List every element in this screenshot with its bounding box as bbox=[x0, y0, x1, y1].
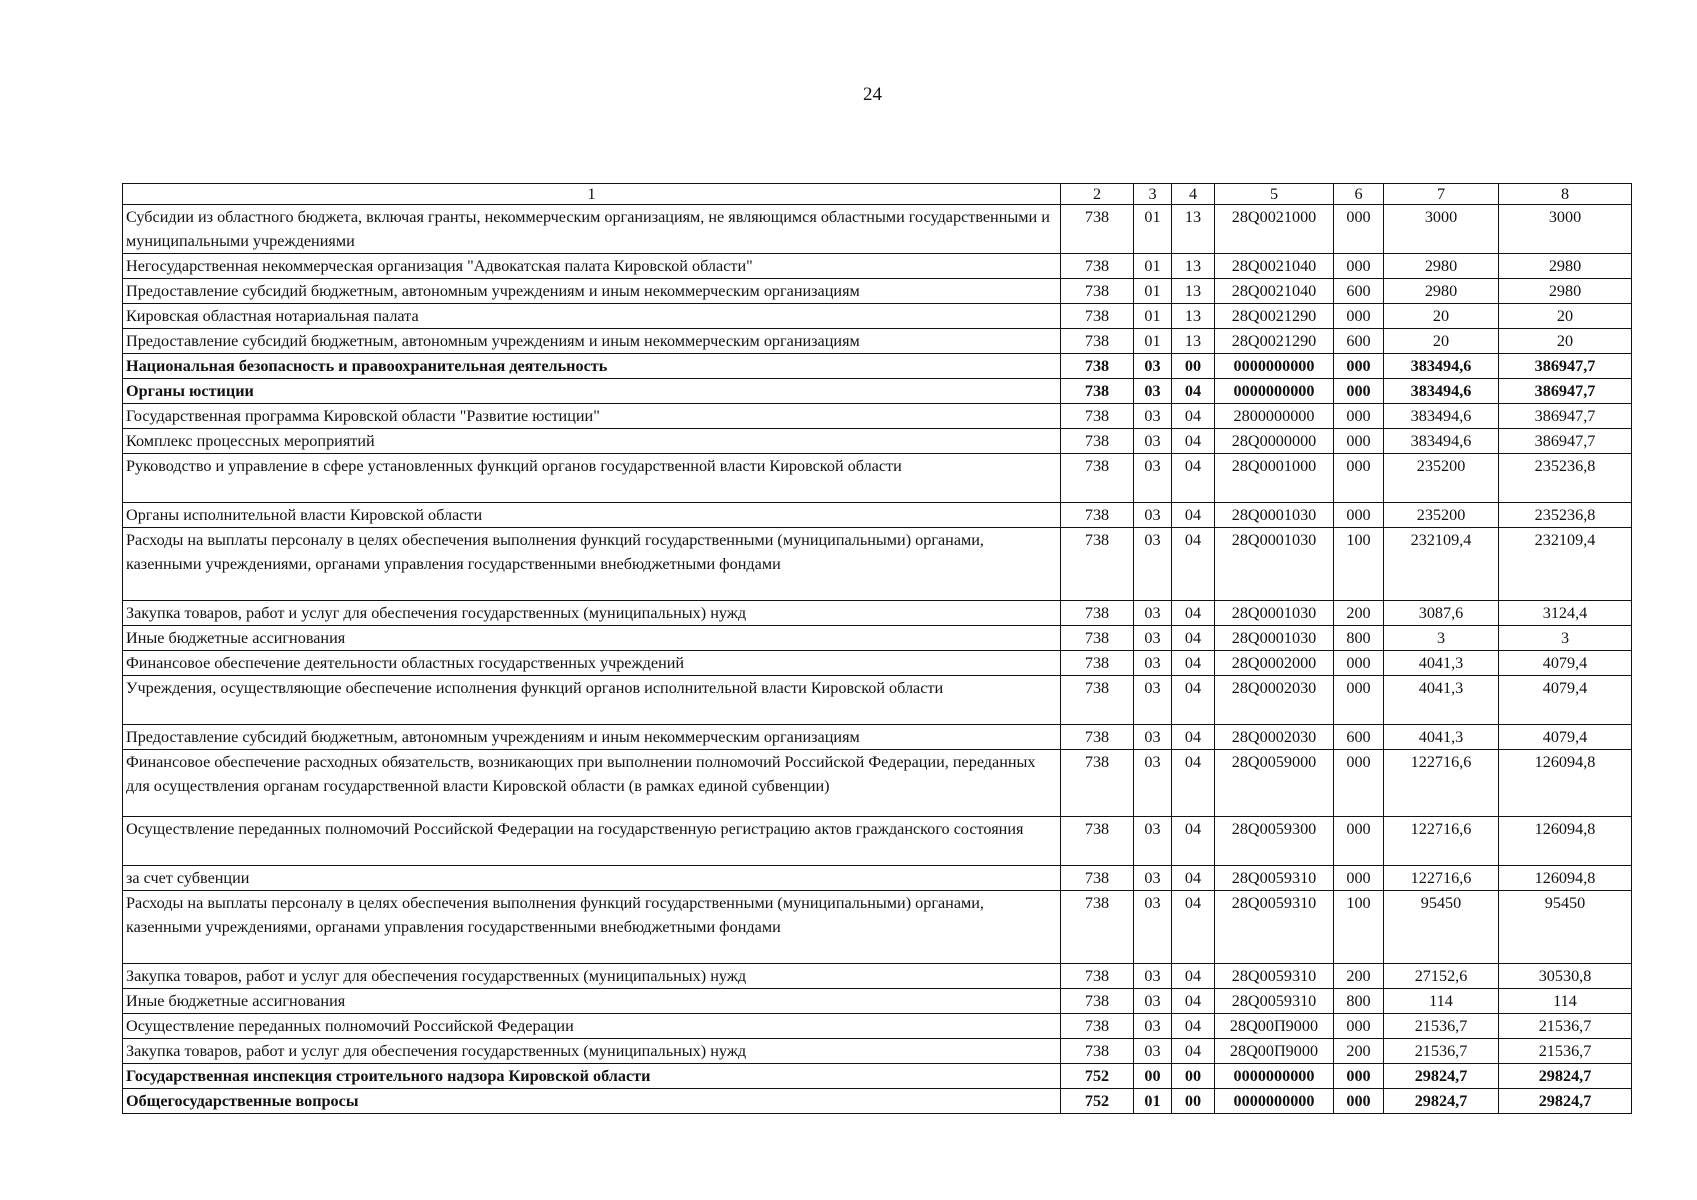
row-amount-8: 235236,8 bbox=[1499, 503, 1632, 528]
row-code-6: 000 bbox=[1334, 254, 1384, 279]
row-name: Государственная инспекция строительного надзора Кировской области bbox=[123, 1064, 1061, 1089]
row-name: Осуществление переданных полномочий Российской Федерации на государственную регистрацию актов гражданского состояния bbox=[123, 817, 1061, 866]
row-code-2: 738 bbox=[1061, 528, 1134, 601]
row-code-3: 03 bbox=[1134, 676, 1172, 725]
row-code-2: 738 bbox=[1061, 454, 1134, 503]
row-amount-8: 3 bbox=[1499, 626, 1632, 651]
row-name: Комплекс процессных мероприятий bbox=[123, 429, 1061, 454]
row-name: Иные бюджетные ассигнования bbox=[123, 626, 1061, 651]
table-row bbox=[123, 817, 1632, 866]
row-code-2: 738 bbox=[1061, 676, 1134, 725]
row-code-4: 04 bbox=[1172, 750, 1215, 817]
row-code-4: 13 bbox=[1172, 205, 1215, 254]
row-code-5: 0000000000 bbox=[1215, 1089, 1334, 1114]
row-code-6: 000 bbox=[1334, 205, 1384, 254]
row-amount-7: 122716,6 bbox=[1384, 866, 1499, 891]
budget-table bbox=[122, 183, 1632, 1114]
row-code-4: 04 bbox=[1172, 601, 1215, 626]
row-name: Расходы на выплаты персоналу в целях обеспечения выполнения функций государственными (муниципальными) органами, казенными учреждениями, органами управления государственными внебюджетными фондами bbox=[123, 528, 1061, 601]
row-code-4: 00 bbox=[1172, 354, 1215, 379]
row-name: Иные бюджетные ассигнования bbox=[123, 989, 1061, 1014]
row-amount-7: 3 bbox=[1384, 626, 1499, 651]
row-amount-8: 21536,7 bbox=[1499, 1039, 1632, 1064]
row-amount-7: 383494,6 bbox=[1384, 429, 1499, 454]
row-code-3: 03 bbox=[1134, 964, 1172, 989]
row-code-3: 03 bbox=[1134, 866, 1172, 891]
row-code-2: 738 bbox=[1061, 379, 1134, 404]
row-code-4: 04 bbox=[1172, 503, 1215, 528]
row-code-4: 04 bbox=[1172, 1039, 1215, 1064]
row-code-6: 600 bbox=[1334, 329, 1384, 354]
row-name: Закупка товаров, работ и услуг для обеспечения государственных (муниципальных) нужд bbox=[123, 964, 1061, 989]
budget-table-container bbox=[122, 183, 1632, 1114]
row-code-6: 000 bbox=[1334, 354, 1384, 379]
table-row bbox=[123, 503, 1632, 528]
table-row bbox=[123, 676, 1632, 725]
row-code-6: 000 bbox=[1334, 1064, 1384, 1089]
row-amount-8: 386947,7 bbox=[1499, 354, 1632, 379]
row-code-5: 28Q0059310 bbox=[1215, 891, 1334, 964]
row-amount-7: 232109,4 bbox=[1384, 528, 1499, 601]
row-name: Закупка товаров, работ и услуг для обеспечения государственных (муниципальных) нужд bbox=[123, 601, 1061, 626]
table-row bbox=[123, 454, 1632, 503]
row-code-4: 04 bbox=[1172, 1014, 1215, 1039]
row-code-3: 03 bbox=[1134, 891, 1172, 964]
row-amount-7: 383494,6 bbox=[1384, 404, 1499, 429]
table-row bbox=[123, 601, 1632, 626]
row-amount-8: 20 bbox=[1499, 329, 1632, 354]
row-code-3: 03 bbox=[1134, 404, 1172, 429]
row-amount-8: 20 bbox=[1499, 304, 1632, 329]
row-amount-7: 114 bbox=[1384, 989, 1499, 1014]
row-code-5: 28Q0059310 bbox=[1215, 964, 1334, 989]
row-amount-7: 4041,3 bbox=[1384, 651, 1499, 676]
row-amount-8: 29824,7 bbox=[1499, 1089, 1632, 1114]
table-row bbox=[123, 329, 1632, 354]
row-code-5: 28Q0059000 bbox=[1215, 750, 1334, 817]
row-code-4: 04 bbox=[1172, 891, 1215, 964]
row-amount-7: 20 bbox=[1384, 329, 1499, 354]
table-row bbox=[123, 1039, 1632, 1064]
row-code-4: 04 bbox=[1172, 964, 1215, 989]
row-code-2: 738 bbox=[1061, 725, 1134, 750]
row-code-4: 13 bbox=[1172, 279, 1215, 304]
row-amount-8: 4079,4 bbox=[1499, 676, 1632, 725]
row-amount-8: 386947,7 bbox=[1499, 429, 1632, 454]
row-amount-8: 95450 bbox=[1499, 891, 1632, 964]
row-name: Финансовое обеспечение деятельности областных государственных учреждений bbox=[123, 651, 1061, 676]
header-col-2: 2 bbox=[1061, 184, 1134, 205]
row-code-2: 738 bbox=[1061, 964, 1134, 989]
row-amount-7: 3000 bbox=[1384, 205, 1499, 254]
row-amount-7: 2980 bbox=[1384, 254, 1499, 279]
row-code-3: 00 bbox=[1134, 1064, 1172, 1089]
row-code-3: 03 bbox=[1134, 651, 1172, 676]
row-amount-7: 383494,6 bbox=[1384, 354, 1499, 379]
row-code-6: 600 bbox=[1334, 725, 1384, 750]
row-name: Органы юстиции bbox=[123, 379, 1061, 404]
row-code-5: 28Q0021040 bbox=[1215, 254, 1334, 279]
row-amount-7: 235200 bbox=[1384, 503, 1499, 528]
row-code-3: 03 bbox=[1134, 379, 1172, 404]
row-code-4: 13 bbox=[1172, 254, 1215, 279]
row-amount-7: 383494,6 bbox=[1384, 379, 1499, 404]
table-row bbox=[123, 866, 1632, 891]
row-code-4: 13 bbox=[1172, 304, 1215, 329]
row-name: Расходы на выплаты персоналу в целях обеспечения выполнения функций государственными (муниципальными) органами, казенными учреждениями, органами управления государственными внебюджетными фондами bbox=[123, 891, 1061, 964]
row-name: Общегосударственные вопросы bbox=[123, 1089, 1061, 1114]
row-amount-7: 4041,3 bbox=[1384, 676, 1499, 725]
row-code-2: 738 bbox=[1061, 354, 1134, 379]
table-row bbox=[123, 989, 1632, 1014]
row-name: Руководство и управление в сфере установленных функций органов государственной власти Кировской области bbox=[123, 454, 1061, 503]
row-name: за счет субвенции bbox=[123, 866, 1061, 891]
row-code-6: 000 bbox=[1334, 429, 1384, 454]
row-code-5: 28Q0001030 bbox=[1215, 626, 1334, 651]
row-code-4: 00 bbox=[1172, 1089, 1215, 1114]
row-amount-7: 29824,7 bbox=[1384, 1089, 1499, 1114]
table-row bbox=[123, 1089, 1632, 1114]
row-code-4: 04 bbox=[1172, 454, 1215, 503]
row-code-5: 28Q0021040 bbox=[1215, 279, 1334, 304]
row-amount-8: 3124,4 bbox=[1499, 601, 1632, 626]
table-row bbox=[123, 254, 1632, 279]
row-amount-7: 21536,7 bbox=[1384, 1039, 1499, 1064]
header-col-1: 1 bbox=[123, 184, 1061, 205]
row-code-4: 04 bbox=[1172, 404, 1215, 429]
row-code-5: 28Q0059310 bbox=[1215, 989, 1334, 1014]
row-name: Национальная безопасность и правоохранительная деятельность bbox=[123, 354, 1061, 379]
row-code-4: 04 bbox=[1172, 379, 1215, 404]
row-code-5: 28Q0001030 bbox=[1215, 601, 1334, 626]
table-row bbox=[123, 354, 1632, 379]
row-code-5: 28Q0021290 bbox=[1215, 329, 1334, 354]
table-row bbox=[123, 626, 1632, 651]
row-amount-7: 2980 bbox=[1384, 279, 1499, 304]
row-code-5: 28Q0002030 bbox=[1215, 725, 1334, 750]
table-row bbox=[123, 528, 1632, 601]
row-code-6: 100 bbox=[1334, 891, 1384, 964]
row-code-5: 0000000000 bbox=[1215, 354, 1334, 379]
row-code-3: 01 bbox=[1134, 279, 1172, 304]
row-amount-8: 126094,8 bbox=[1499, 866, 1632, 891]
page-number: 24 bbox=[863, 84, 882, 105]
row-code-3: 01 bbox=[1134, 1089, 1172, 1114]
row-name: Закупка товаров, работ и услуг для обеспечения государственных (муниципальных) нужд bbox=[123, 1039, 1061, 1064]
row-amount-8: 386947,7 bbox=[1499, 379, 1632, 404]
row-code-4: 04 bbox=[1172, 989, 1215, 1014]
row-code-2: 738 bbox=[1061, 429, 1134, 454]
row-code-5: 28Q0000000 bbox=[1215, 429, 1334, 454]
row-code-6: 100 bbox=[1334, 528, 1384, 601]
row-code-6: 000 bbox=[1334, 503, 1384, 528]
row-code-5: 28Q0059310 bbox=[1215, 866, 1334, 891]
row-amount-8: 2980 bbox=[1499, 279, 1632, 304]
row-code-5: 0000000000 bbox=[1215, 379, 1334, 404]
row-code-5: 28Q00П9000 bbox=[1215, 1014, 1334, 1039]
row-amount-8: 4079,4 bbox=[1499, 651, 1632, 676]
row-amount-7: 20 bbox=[1384, 304, 1499, 329]
table-header-row bbox=[123, 184, 1632, 205]
row-code-3: 03 bbox=[1134, 528, 1172, 601]
row-code-6: 000 bbox=[1334, 676, 1384, 725]
row-code-2: 738 bbox=[1061, 601, 1134, 626]
row-amount-7: 21536,7 bbox=[1384, 1014, 1499, 1039]
row-code-3: 01 bbox=[1134, 329, 1172, 354]
row-code-6: 000 bbox=[1334, 404, 1384, 429]
row-amount-7: 95450 bbox=[1384, 891, 1499, 964]
row-code-5: 28Q00П9000 bbox=[1215, 1039, 1334, 1064]
row-code-2: 752 bbox=[1061, 1064, 1134, 1089]
header-col-5: 5 bbox=[1215, 184, 1334, 205]
row-amount-8: 2980 bbox=[1499, 254, 1632, 279]
row-code-2: 752 bbox=[1061, 1089, 1134, 1114]
row-code-4: 00 bbox=[1172, 1064, 1215, 1089]
row-code-2: 738 bbox=[1061, 626, 1134, 651]
header-col-6: 6 bbox=[1334, 184, 1384, 205]
row-code-3: 03 bbox=[1134, 354, 1172, 379]
row-amount-8: 126094,8 bbox=[1499, 750, 1632, 817]
row-code-6: 200 bbox=[1334, 1039, 1384, 1064]
table-row bbox=[123, 304, 1632, 329]
row-amount-8: 232109,4 bbox=[1499, 528, 1632, 601]
table-row bbox=[123, 404, 1632, 429]
row-name: Кировская областная нотариальная палата bbox=[123, 304, 1061, 329]
row-name: Осуществление переданных полномочий Российской Федерации bbox=[123, 1014, 1061, 1039]
row-code-5: 28Q0001030 bbox=[1215, 528, 1334, 601]
row-amount-7: 3087,6 bbox=[1384, 601, 1499, 626]
row-code-3: 03 bbox=[1134, 1039, 1172, 1064]
row-code-2: 738 bbox=[1061, 989, 1134, 1014]
row-code-5: 0000000000 bbox=[1215, 1064, 1334, 1089]
row-code-2: 738 bbox=[1061, 404, 1134, 429]
row-amount-8: 29824,7 bbox=[1499, 1064, 1632, 1089]
row-name: Учреждения, осуществляющие обеспечение исполнения функций органов исполнительной власти Кировской области bbox=[123, 676, 1061, 725]
row-code-2: 738 bbox=[1061, 279, 1134, 304]
row-code-3: 03 bbox=[1134, 454, 1172, 503]
row-code-6: 000 bbox=[1334, 454, 1384, 503]
row-code-4: 04 bbox=[1172, 866, 1215, 891]
row-code-3: 03 bbox=[1134, 429, 1172, 454]
row-code-4: 04 bbox=[1172, 817, 1215, 866]
row-code-6: 000 bbox=[1334, 304, 1384, 329]
row-name: Негосударственная некоммерческая организация "Адвокатская палата Кировской области" bbox=[123, 254, 1061, 279]
row-name: Предоставление субсидий бюджетным, автономным учреждениям и иным некоммерческим организациям bbox=[123, 329, 1061, 354]
row-code-5: 28Q0002030 bbox=[1215, 676, 1334, 725]
table-row bbox=[123, 651, 1632, 676]
row-code-2: 738 bbox=[1061, 651, 1134, 676]
row-amount-8: 235236,8 bbox=[1499, 454, 1632, 503]
header-col-3: 3 bbox=[1134, 184, 1172, 205]
row-code-3: 03 bbox=[1134, 725, 1172, 750]
row-code-3: 03 bbox=[1134, 750, 1172, 817]
row-code-2: 738 bbox=[1061, 891, 1134, 964]
row-code-2: 738 bbox=[1061, 503, 1134, 528]
row-code-2: 738 bbox=[1061, 1039, 1134, 1064]
header-col-8: 8 bbox=[1499, 184, 1632, 205]
table-row bbox=[123, 429, 1632, 454]
row-code-3: 03 bbox=[1134, 601, 1172, 626]
row-amount-8: 386947,7 bbox=[1499, 404, 1632, 429]
row-code-4: 04 bbox=[1172, 676, 1215, 725]
row-code-5: 2800000000 bbox=[1215, 404, 1334, 429]
table-row bbox=[123, 1064, 1632, 1089]
table-row bbox=[123, 379, 1632, 404]
row-code-3: 01 bbox=[1134, 254, 1172, 279]
row-amount-8: 30530,8 bbox=[1499, 964, 1632, 989]
row-amount-8: 126094,8 bbox=[1499, 817, 1632, 866]
table-row bbox=[123, 279, 1632, 304]
row-code-6: 000 bbox=[1334, 866, 1384, 891]
row-code-6: 000 bbox=[1334, 651, 1384, 676]
header-col-7: 7 bbox=[1384, 184, 1499, 205]
row-name: Предоставление субсидий бюджетным, автономным учреждениям и иным некоммерческим организациям bbox=[123, 279, 1061, 304]
row-amount-7: 29824,7 bbox=[1384, 1064, 1499, 1089]
row-code-2: 738 bbox=[1061, 304, 1134, 329]
row-code-5: 28Q0059300 bbox=[1215, 817, 1334, 866]
row-name: Финансовое обеспечение расходных обязательств, возникающих при выполнении полномочий Российской Федерации, переданных для осуществления органам государственной власти Кировской области (в рамках единой субвенции) bbox=[123, 750, 1061, 817]
table-row bbox=[123, 205, 1632, 254]
row-code-3: 01 bbox=[1134, 304, 1172, 329]
row-code-5: 28Q0001030 bbox=[1215, 503, 1334, 528]
row-code-6: 000 bbox=[1334, 1089, 1384, 1114]
row-code-2: 738 bbox=[1061, 329, 1134, 354]
row-name: Органы исполнительной власти Кировской области bbox=[123, 503, 1061, 528]
row-code-6: 000 bbox=[1334, 1014, 1384, 1039]
row-code-5: 28Q0002000 bbox=[1215, 651, 1334, 676]
row-code-6: 200 bbox=[1334, 964, 1384, 989]
row-code-4: 04 bbox=[1172, 651, 1215, 676]
row-code-4: 13 bbox=[1172, 329, 1215, 354]
row-amount-8: 4079,4 bbox=[1499, 725, 1632, 750]
row-code-6: 600 bbox=[1334, 279, 1384, 304]
row-name: Предоставление субсидий бюджетным, автономным учреждениям и иным некоммерческим организациям bbox=[123, 725, 1061, 750]
row-code-3: 01 bbox=[1134, 205, 1172, 254]
row-code-2: 738 bbox=[1061, 1014, 1134, 1039]
row-code-2: 738 bbox=[1061, 866, 1134, 891]
row-code-5: 28Q0001000 bbox=[1215, 454, 1334, 503]
row-code-6: 200 bbox=[1334, 601, 1384, 626]
row-code-6: 800 bbox=[1334, 626, 1384, 651]
table-row bbox=[123, 891, 1632, 964]
table-row bbox=[123, 1014, 1632, 1039]
row-amount-7: 122716,6 bbox=[1384, 750, 1499, 817]
row-code-6: 000 bbox=[1334, 817, 1384, 866]
row-code-2: 738 bbox=[1061, 817, 1134, 866]
row-code-3: 03 bbox=[1134, 817, 1172, 866]
row-code-2: 738 bbox=[1061, 254, 1134, 279]
row-code-3: 03 bbox=[1134, 626, 1172, 651]
table-row bbox=[123, 725, 1632, 750]
row-code-4: 04 bbox=[1172, 725, 1215, 750]
row-code-2: 738 bbox=[1061, 205, 1134, 254]
row-name: Субсидии из областного бюджета, включая гранты, некоммерческим организациям, не являющимся областными государственными и муниципальными учреждениями bbox=[123, 205, 1061, 254]
row-amount-8: 21536,7 bbox=[1499, 1014, 1632, 1039]
row-code-3: 03 bbox=[1134, 503, 1172, 528]
row-code-5: 28Q0021000 bbox=[1215, 205, 1334, 254]
row-code-5: 28Q0021290 bbox=[1215, 304, 1334, 329]
row-amount-7: 27152,6 bbox=[1384, 964, 1499, 989]
row-amount-7: 4041,3 bbox=[1384, 725, 1499, 750]
row-code-4: 04 bbox=[1172, 429, 1215, 454]
row-code-4: 04 bbox=[1172, 626, 1215, 651]
row-amount-8: 3000 bbox=[1499, 205, 1632, 254]
row-amount-8: 114 bbox=[1499, 989, 1632, 1014]
table-body bbox=[123, 205, 1632, 1114]
row-amount-7: 122716,6 bbox=[1384, 817, 1499, 866]
row-amount-7: 235200 bbox=[1384, 454, 1499, 503]
header-col-4: 4 bbox=[1172, 184, 1215, 205]
row-code-3: 03 bbox=[1134, 989, 1172, 1014]
row-code-6: 000 bbox=[1334, 379, 1384, 404]
row-code-6: 000 bbox=[1334, 750, 1384, 817]
row-name: Государственная программа Кировской области "Развитие юстиции" bbox=[123, 404, 1061, 429]
table-row bbox=[123, 750, 1632, 817]
table-row bbox=[123, 964, 1632, 989]
row-code-6: 800 bbox=[1334, 989, 1384, 1014]
row-code-3: 03 bbox=[1134, 1014, 1172, 1039]
row-code-4: 04 bbox=[1172, 528, 1215, 601]
row-code-2: 738 bbox=[1061, 750, 1134, 817]
